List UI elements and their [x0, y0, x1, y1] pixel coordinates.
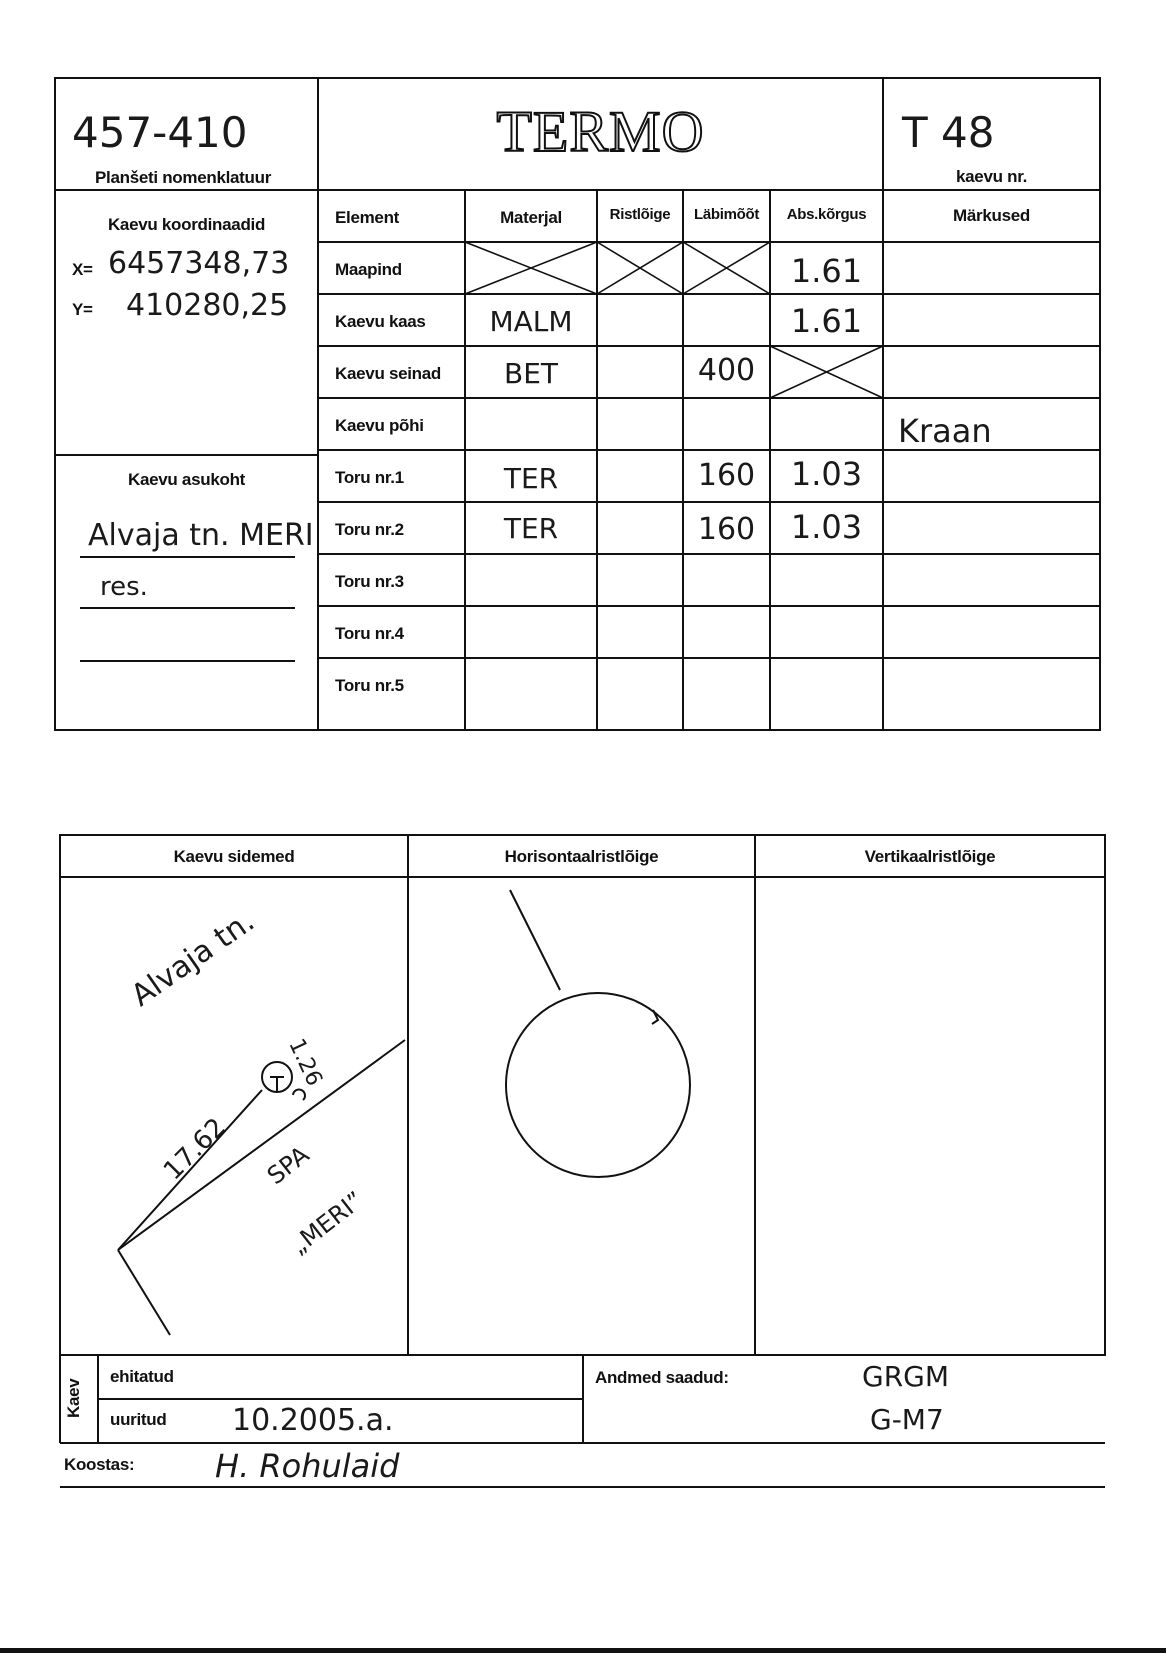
header-element: Element [335, 208, 400, 227]
cell-material: TER [503, 512, 559, 545]
cell-material: BET [503, 357, 558, 390]
header-diameter: Läbimõõt [693, 206, 760, 223]
coordinates-label: Kaevu koordinaadid [107, 215, 266, 234]
horizontal-section-label: Horisontaalristlõige [504, 847, 659, 866]
row-element: Toru nr.4 [335, 624, 404, 643]
data-source-value-1: GRGM [862, 1360, 950, 1393]
x-value: 6457348,73 [108, 246, 290, 281]
location-line-1: Alvaja tn. MERI [88, 518, 314, 553]
form-title: TERMO [496, 99, 705, 164]
horizontal-section-sketch [506, 890, 690, 1177]
cell-height: 1.61 [790, 302, 863, 340]
row-element: Kaevu kaas [335, 312, 426, 331]
row-element: Maapind [335, 260, 402, 279]
well-vertical-label: Kaev [64, 1378, 83, 1418]
sketch-distance-label: 17.62 [158, 1112, 232, 1187]
surveyed-label: uuritud [110, 1410, 167, 1429]
header-cross-section: Ristlõige [609, 206, 671, 223]
row-element: Toru nr.5 [335, 676, 404, 695]
cell-height: 1.61 [790, 252, 863, 290]
data-source-label: Andmed saadud: [595, 1368, 729, 1387]
well-number-label: kaevu nr. [955, 167, 1027, 186]
row-element: Toru nr.1 [335, 468, 404, 487]
cell-material: MALM [489, 305, 573, 338]
header-material: Materjal [500, 208, 562, 227]
compiled-by-value: H. Rohulaid [215, 1447, 400, 1485]
links-panel-label: Kaevu sidemed [173, 847, 295, 866]
data-source-value-2: G-M7 [870, 1403, 944, 1436]
built-label: ehitatud [110, 1367, 174, 1386]
sketch-small-distance-label: 1.26 [283, 1035, 327, 1090]
cell-material: TER [503, 462, 559, 495]
header-abs-height: Abs.kõrgus [786, 206, 867, 223]
cell-height: 1.03 [790, 508, 863, 546]
nomenclature-label: Planšeti nomenklatuur [95, 168, 272, 187]
nomenclature-value: 457-410 [72, 108, 248, 157]
x-label: X= [72, 260, 93, 279]
compiled-by-label: Koostas: [64, 1455, 135, 1474]
cell-diameter: 400 [697, 353, 756, 388]
location-label: Kaevu asukoht [127, 470, 246, 489]
row-element: Kaevu seinad [335, 364, 442, 383]
vertical-section-label: Vertikaalristlõige [864, 847, 996, 866]
sketch-building-name: „MERI” [285, 1185, 369, 1261]
cell-height: 1.03 [790, 455, 863, 493]
sketch-building-label: SPA [262, 1140, 315, 1191]
sketch-street-label: Alvaja tn. [125, 903, 262, 1014]
cell-diameter: 160 [697, 512, 756, 547]
y-label: Y= [72, 300, 93, 319]
cell-notes: Kraan [898, 412, 992, 450]
surveyed-value: 10.2005.a. [232, 1403, 394, 1438]
row-element: Toru nr.3 [335, 572, 404, 591]
row-element: Kaevu põhi [335, 416, 424, 435]
bottom-block-border [60, 835, 1105, 1355]
y-value: 410280,25 [126, 288, 289, 323]
well-number-value: T 48 [902, 108, 995, 157]
cell-diameter: 160 [697, 458, 756, 493]
links-sketch [118, 1040, 405, 1335]
row-element: Toru nr.2 [335, 520, 404, 539]
header-notes: Märkused [953, 206, 1030, 225]
location-line-2: res. [100, 572, 148, 602]
